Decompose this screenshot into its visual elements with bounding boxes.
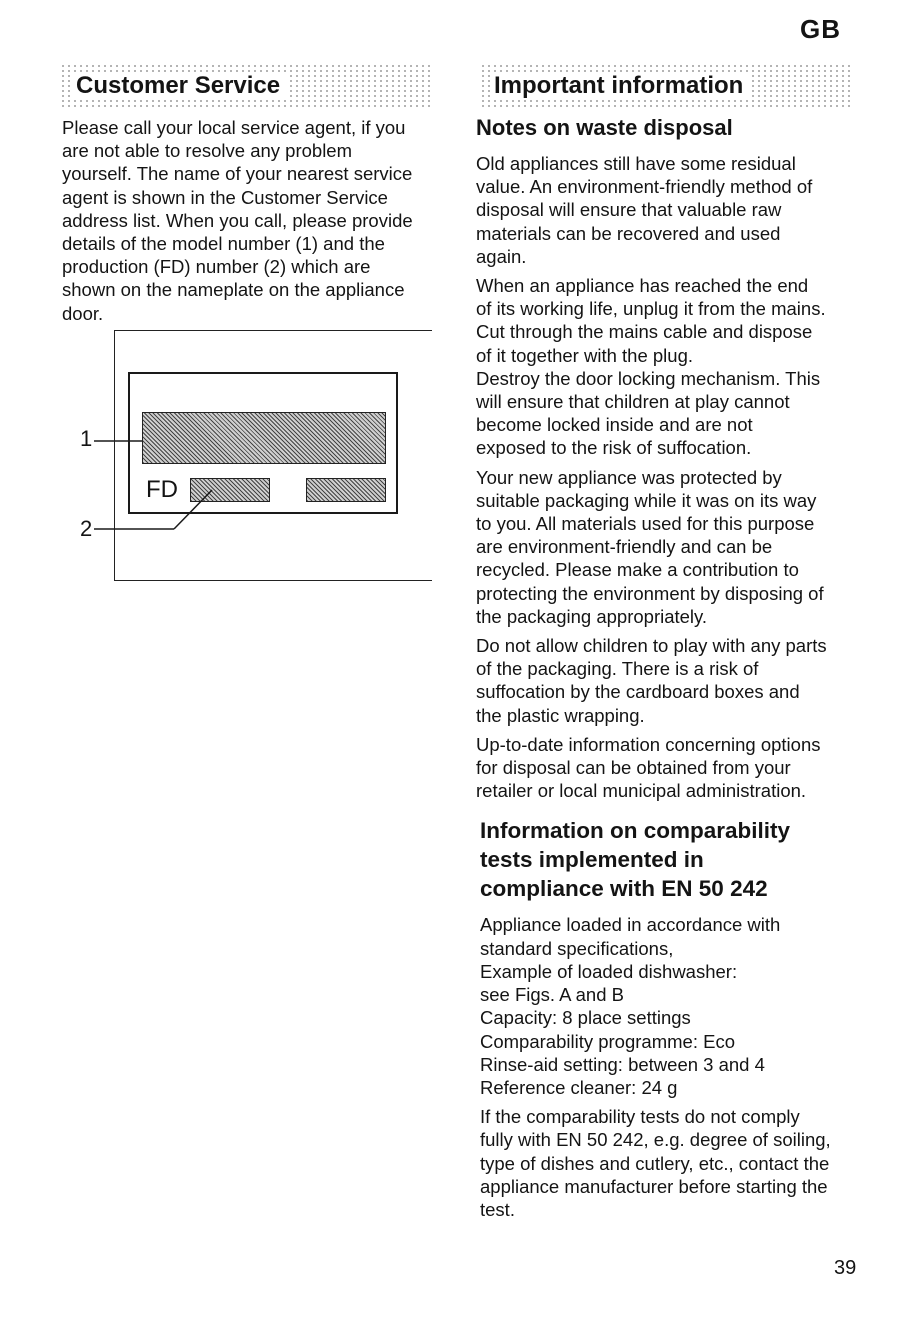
waste-paragraph: Up-to-date information concerning options for disposal can be obtained from your retailer or local municipal administration. — [476, 733, 821, 802]
left-column — [62, 116, 444, 331]
right-column — [476, 114, 866, 1227]
waste-disposal-heading: Notes on waste disposal — [476, 115, 733, 140]
language-code: GB — [800, 14, 841, 44]
callout-1: 1 — [80, 426, 93, 451]
customer-service-paragraph: Please call your local service agent, if you are not able to resolve any problem yourself. The name of your nearest service agent is shown in the Customer Service address list. When you call, please provide details of the model number (1) and the production (FD) number (2) which are shown on the nameplate on the appliance door. — [62, 117, 413, 324]
comparability-paragraph: Appliance loaded in accordance with standard specifications, Example of loaded dishwasher: see Figs. A and B Capacity: 8 place settings Comparability programme: Eco Rinse-aid setting: between 3 and 4 Reference cleaner: 24 g — [480, 914, 781, 1098]
page-number: 39 — [834, 1257, 857, 1279]
waste-paragraph: Do not allow children to play with any parts of the packaging. There is a risk of suffocation by the cardboard boxes and the plastic wrapping. — [476, 635, 827, 726]
waste-paragraph: When an appliance has reached the end of its working life, unplug it from the mains. Cut through the mains cable and dispose of it together with the plug. Destroy the door locking mechanism. This will ensure that children at play cannot become locked inside and are not exposed to the risk of suffocation. — [476, 275, 826, 459]
customer-service-header — [60, 64, 432, 108]
fd-label: FD — [146, 476, 178, 503]
callout-lines — [70, 330, 440, 585]
important-information-title: Important information — [492, 72, 749, 100]
customer-service-title: Customer Service — [74, 72, 286, 100]
waste-paragraph: Old appliances still have some residual value. An environment-friendly method of disposal will ensure that valuable raw materials can be recovered and used again. — [476, 153, 813, 267]
waste-paragraph: Your new appliance was protected by suitable packaging while it was on its way to you. All materials used for this purpose are environment-friendly and can be recycled. Please make a contribution to protecting the environment by disposing of the packaging appropriately. — [476, 466, 824, 627]
important-information-header — [478, 64, 852, 108]
comparability-heading: Information on comparability tests implemented in compliance with EN 50 242 — [480, 818, 791, 902]
nameplate-figure — [70, 330, 440, 585]
callout-2: 2 — [80, 516, 93, 541]
comparability-paragraph: If the comparability tests do not comply fully with EN 50 242, e.g. degree of soiling, type of dishes and cutlery, etc., contact the appliance manufacturer before starting the test. — [480, 1106, 831, 1220]
